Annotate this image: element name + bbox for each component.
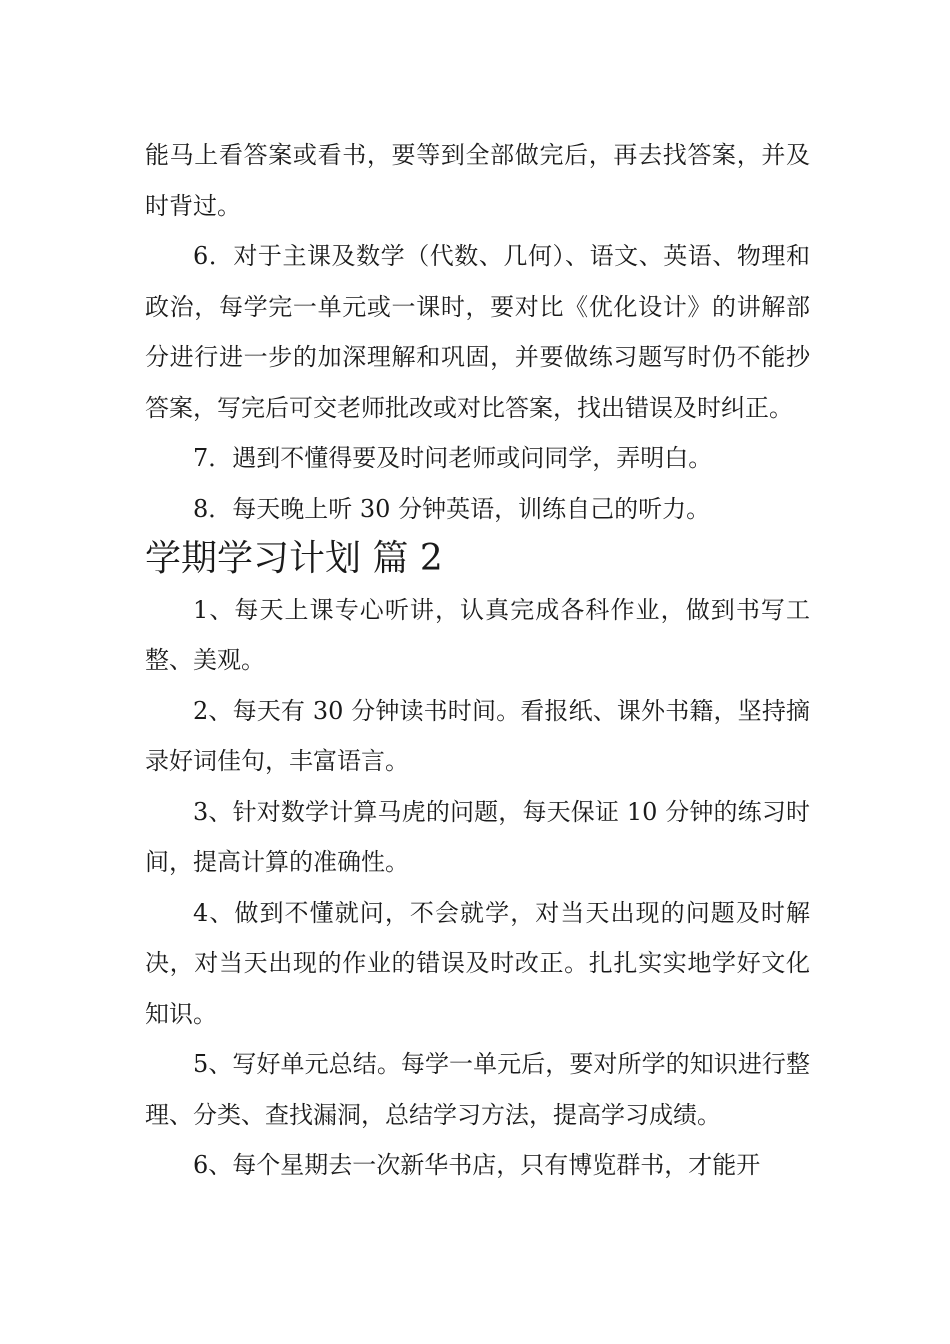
plan-item-4: 4、做到不懂就问，不会就学，对当天出现的问题及时解决，对当天出现的作业的错误及时改正。扎扎实实地学好文化知识。: [145, 898, 810, 1028]
plan-item-3: 3、针对数学计算马虎的问题，每天保证 10 分钟的练习时间，提高计算的准确性。: [145, 797, 810, 876]
paragraph-item-8: 8．每天晚上听 30 分钟英语，训练自己的听力。: [193, 494, 711, 523]
section-heading: 学期学习计划 篇 2: [145, 538, 443, 579]
plan-item-1: 1、每天上课专心听讲，认真完成各科作业，做到书写工整、美观。: [145, 595, 810, 674]
paragraph-item-6: 6．对于主课及数学（代数、几何）、语文、英语、物理和政治，每学完一单元或一课时，要对比《优化设计》的讲解部分进行进一步的加深理解和巩固，并要做练习题写时仍不能抄答案，写完后可交老师批改或对比答案，找出错误及时纠正。: [145, 242, 810, 422]
plan-item-5: 5、写好单元总结。每学一单元后，要对所学的知识进行整理、分类、查找漏洞，总结学习方法，提高学习成绩。: [145, 1050, 810, 1129]
plan-item-6: 6、每个星期去一次新华书店，只有博览群书，才能开: [193, 1151, 761, 1179]
paragraph-continuation: 能马上看答案或看书，要等到全部做完后，再去找答案，并及时背过。: [145, 141, 810, 220]
plan-item-2: 2、每天有 30 分钟读书时间。看报纸、课外书籍，坚持摘录好词佳句，丰富语言。: [145, 696, 810, 775]
paragraph-item-7: 7．遇到不懂得要及时问老师或问同学，弄明白。: [193, 444, 713, 472]
document-body: [145, 130, 810, 1191]
